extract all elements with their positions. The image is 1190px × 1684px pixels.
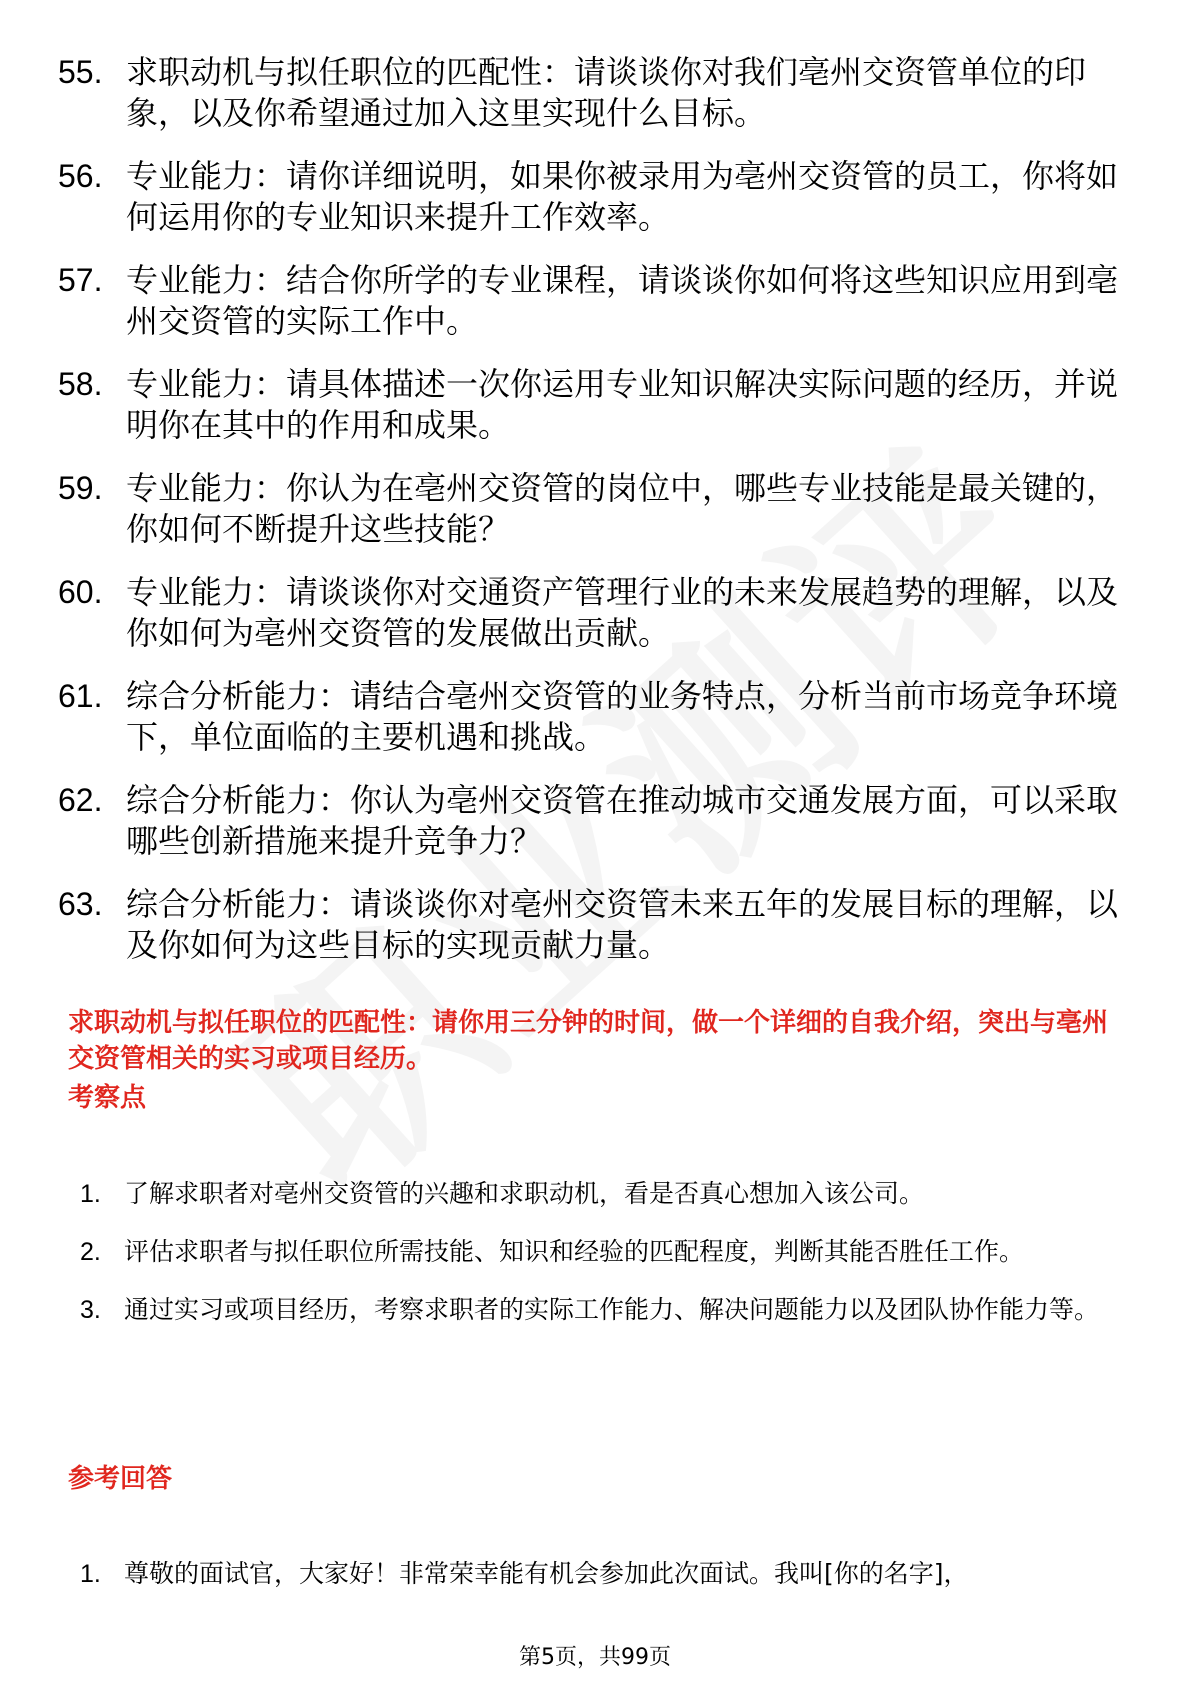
highlight-question: 求职动机与拟任职位的匹配性：请你用三分钟的时间，做一个详细的自我介绍，突出与亳州交资管相关的实习或项目经历。: [68, 1008, 1109, 1074]
question-item: [58, 572, 1138, 654]
question-number: 56.: [58, 158, 103, 194]
question-item: [58, 156, 1138, 238]
question-text: 专业能力：结合你所学的专业课程，请谈谈你如何将这些知识应用到亳州交资管的实际工作中。: [126, 261, 1119, 340]
exam-point-text: 评估求职者与拟任职位所需技能、知识和经验的匹配程度，判断其能否胜任工作。: [124, 1237, 1025, 1266]
question-number: 60.: [58, 574, 103, 610]
question-item: [58, 884, 1138, 966]
exam-point-item: [80, 1223, 1130, 1281]
question-number: 59.: [58, 470, 103, 506]
question-text: 综合分析能力：你认为亳州交资管在推动城市交通发展方面，可以采取哪些创新措施来提升竞争力？: [126, 781, 1119, 860]
question-text: 专业能力：请谈谈你对交通资产管理行业的未来发展趋势的理解，以及你如何为亳州交资管的发展做出贡献。: [126, 573, 1119, 652]
question-number: 62.: [58, 782, 103, 818]
exam-point-number: 2.: [80, 1238, 101, 1266]
answer-text: 尊敬的面试官，大家好！非常荣幸能有机会参加此次面试。我叫[你的名字]，: [124, 1559, 969, 1588]
question-text: 综合分析能力：请谈谈你对亳州交资管未来五年的发展目标的理解，以及你如何为这些目标的实现贡献力量。: [126, 885, 1119, 964]
question-item: [58, 364, 1138, 446]
exam-point-item: [80, 1165, 1130, 1223]
question-text: 专业能力：你认为在亳州交资管的岗位中，哪些专业技能是最关键的，你如何不断提升这些技能？: [126, 469, 1119, 548]
exam-point-item: [80, 1281, 1130, 1339]
question-item: [58, 260, 1138, 342]
exam-points-heading: 考察点: [68, 1083, 147, 1113]
exam-point-text: 了解求职者对亳州交资管的兴趣和求职动机，看是否真心想加入该公司。: [124, 1179, 925, 1208]
question-number: 63.: [58, 886, 103, 922]
answer-item: [80, 1545, 1130, 1603]
exam-point-text: 通过实习或项目经历，考察求职者的实际工作能力、解决问题能力以及团队协作能力等。: [124, 1295, 1100, 1324]
exam-point-number: 3.: [80, 1296, 101, 1324]
exam-points-list: [80, 1165, 1130, 1339]
question-item: [58, 52, 1138, 134]
question-item: [58, 468, 1138, 550]
question-number: 57.: [58, 262, 103, 298]
question-text: 专业能力：请具体描述一次你运用专业知识解决实际问题的经历，并说明你在其中的作用和成果。: [126, 365, 1119, 444]
question-item: [58, 676, 1138, 758]
question-text: 求职动机与拟任职位的匹配性：请谈谈你对我们亳州交资管单位的印象，以及你希望通过加入这里实现什么目标。: [126, 53, 1087, 132]
question-number: 58.: [58, 366, 103, 402]
exam-point-number: 1.: [80, 1180, 101, 1208]
question-item: [58, 780, 1138, 862]
answer-number: 1.: [80, 1560, 101, 1588]
question-list: [58, 52, 1138, 988]
question-text: 专业能力：请你详细说明，如果你被录用为亳州交资管的员工，你将如何运用你的专业知识来提升工作效率。: [126, 157, 1119, 236]
question-number: 61.: [58, 678, 103, 714]
question-text: 综合分析能力：请结合亳州交资管的业务特点，分析当前市场竞争环境下，单位面临的主要机遇和挑战。: [126, 677, 1119, 756]
reference-answer-list: [80, 1545, 1130, 1603]
question-number: 55.: [58, 54, 103, 90]
page-footer: 第5页，共99页: [519, 1645, 671, 1670]
reference-answer-heading: 参考回答: [68, 1464, 173, 1494]
